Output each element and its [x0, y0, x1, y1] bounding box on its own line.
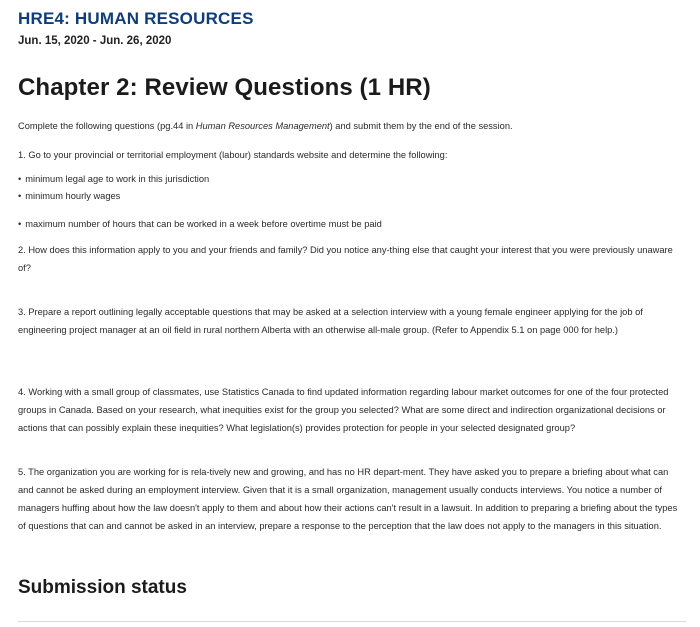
- bullet-symbol: •: [18, 191, 22, 201]
- bullet-text: minimum legal age to work in this jurisdiction: [25, 174, 210, 184]
- question-2: 2. How does this information apply to you and your friends and family? Did you notice any-thing else that caught your interest that you were previously unaware of?: [18, 245, 673, 273]
- bullet-text: minimum hourly wages: [25, 191, 121, 201]
- bullet-item: [18, 189, 120, 203]
- bullet-item: [18, 172, 209, 186]
- submission-status-heading: Submission status: [18, 577, 187, 598]
- instructions-text: [18, 117, 686, 135]
- instructions-before: Complete the following questions (pg.44 in: [18, 121, 196, 131]
- question-3: 3. Prepare a report outlining legally acceptable questions that may be asked at a selection interview with a young female engineer applying for the job of engineering project manager at an oil field in rural northern Alberta with an otherwise all-male group. (Refer to Appendix 5.1 on page 000 for help.): [18, 307, 643, 335]
- course-dates: Jun. 15, 2020 - Jun. 26, 2020: [18, 35, 172, 47]
- page-title: Chapter 2: Review Questions (1 HR): [18, 74, 431, 101]
- question-1: 1. Go to your provincial or territorial employment (labour) standards website and determine the following:: [18, 150, 448, 160]
- bullet-symbol: •: [18, 219, 22, 229]
- bullet-symbol: •: [18, 174, 22, 184]
- textbook-title: Human Resources Management: [195, 121, 330, 131]
- course-title: HRE4: HUMAN RESOURCES: [18, 9, 254, 28]
- question-5: 5. The organization you are working for is rela-tively new and growing, and has no HR depart-ment. They have asked you to prepare a briefing about what can and cannot be asked during an employment interview. Given that it is a small organization, management usually conducts interviews. You notice a number of managers huffing about how the law doesn't apply to them and about how their actions can't result in a lawsuit. In addition to preparing a briefing about the types of questions that can and cannot be asked in an interview, prepare a response to the perception that the law does not apply to the managers in this situation.: [18, 467, 678, 531]
- bullet-text: maximum number of hours that can be worked in a week before overtime must be paid: [25, 219, 382, 229]
- instructions-after: ) and submit them by the end of the session.: [329, 121, 513, 131]
- question-4: 4. Working with a small group of classmates, use Statistics Canada to find updated information regarding labour market outcomes for one of the four protected groups in Canada. Based on your research, what inequities exist for the group you selected? What are some direct and indirection organizational decisions or actions that can possibly explain these inequities? What legislation(s) provides protection for people in your selected designated group?: [18, 387, 669, 433]
- divider: [18, 621, 686, 622]
- bullet-item: [18, 217, 382, 231]
